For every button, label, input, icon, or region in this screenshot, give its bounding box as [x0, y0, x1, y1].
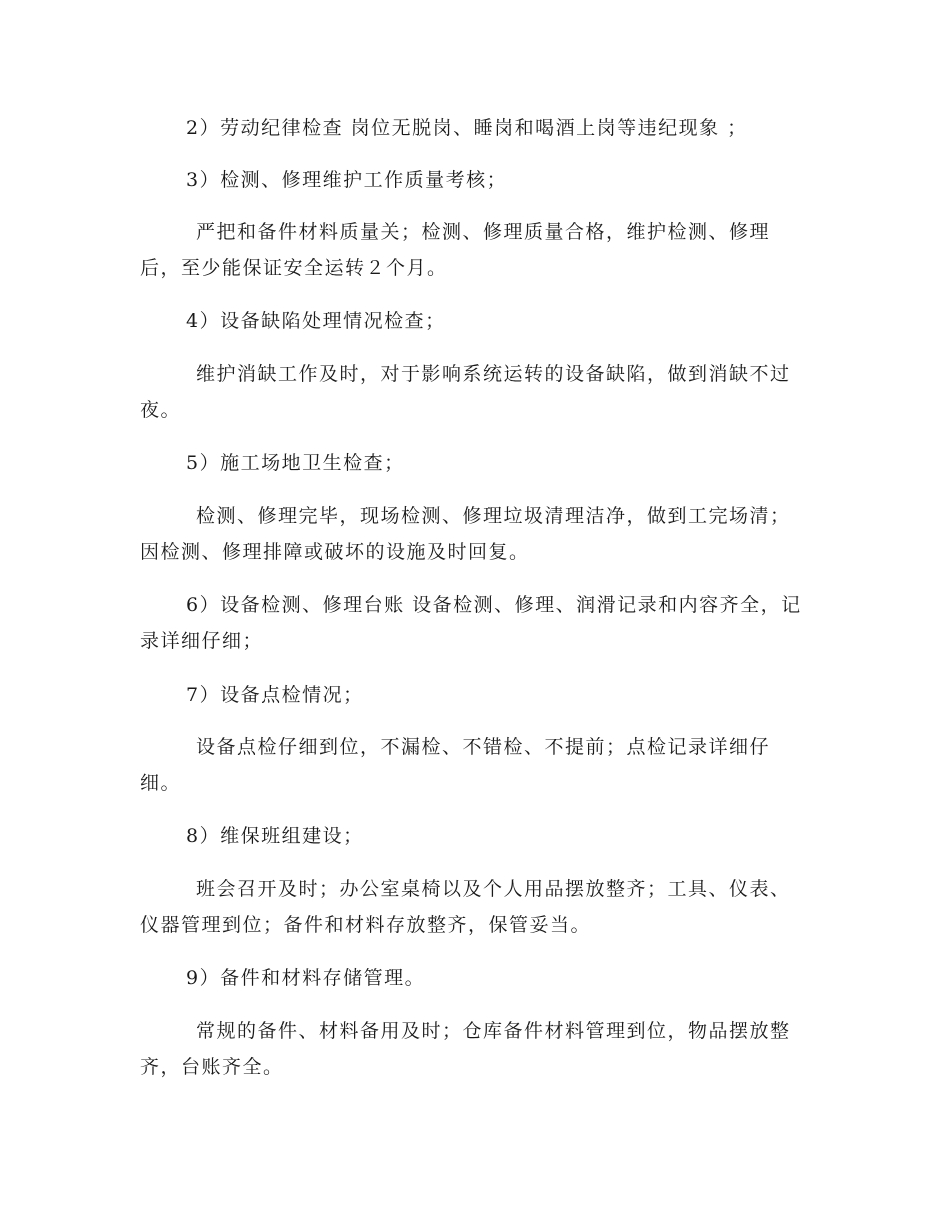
paragraph-item-7-heading: 7）设备点检情况；: [186, 684, 364, 706]
paragraph-item-7-body: 设备点检仔细到位，不漏检、不错检、不提前；点检记录详细仔细。: [140, 736, 771, 794]
paragraph-item-3-heading: 3）检测、修理维护工作质量考核；: [186, 169, 508, 191]
paragraph-item-4-heading: 4）设备缺陷处理情况检查；: [186, 310, 446, 332]
paragraph-item-8-heading: 8）维保班组建设；: [186, 825, 364, 847]
paragraph-item-2-heading: 2）劳动纪律检查 岗位无脱岗、睡岗和喝酒上岗等违纪现象 ；: [186, 117, 748, 139]
paragraph-item-3-body: 严把和备件材料质量关；检测、修理质量合格，维护检测、修理后，至少能保证安全运转２个月。: [140, 221, 771, 279]
paragraph-item-6: 6）设备检测、修理台账 设备检测、修理、润滑记录和内容齐全，记录详细仔细；: [140, 594, 802, 652]
paragraph-item-8-body: 班会召开及时；办公室桌椅以及个人用品摆放整齐；工具、仪表、仪器管理到位；备件和材料存放整齐，保管妥当。: [140, 878, 791, 936]
paragraph-item-9-heading: 9）备件和材料存储管理。: [186, 967, 426, 989]
paragraph-item-4-body: 维护消缺工作及时，对于影响系统运转的设备缺陷，做到消缺不过夜。: [140, 363, 791, 421]
paragraph-item-9-body: 常规的备件、材料备用及时；仓库备件材料管理到位，物品摆放整齐，台账齐全。: [140, 1020, 791, 1078]
paragraph-item-5-heading: 5）施工场地卫生检查；: [186, 452, 405, 474]
paragraph-item-5-body: 检测、修理完毕，现场检测、修理垃圾清理洁净，做到工完场清；因检测、修理排障或破坏的设施及时回复。: [140, 505, 791, 563]
